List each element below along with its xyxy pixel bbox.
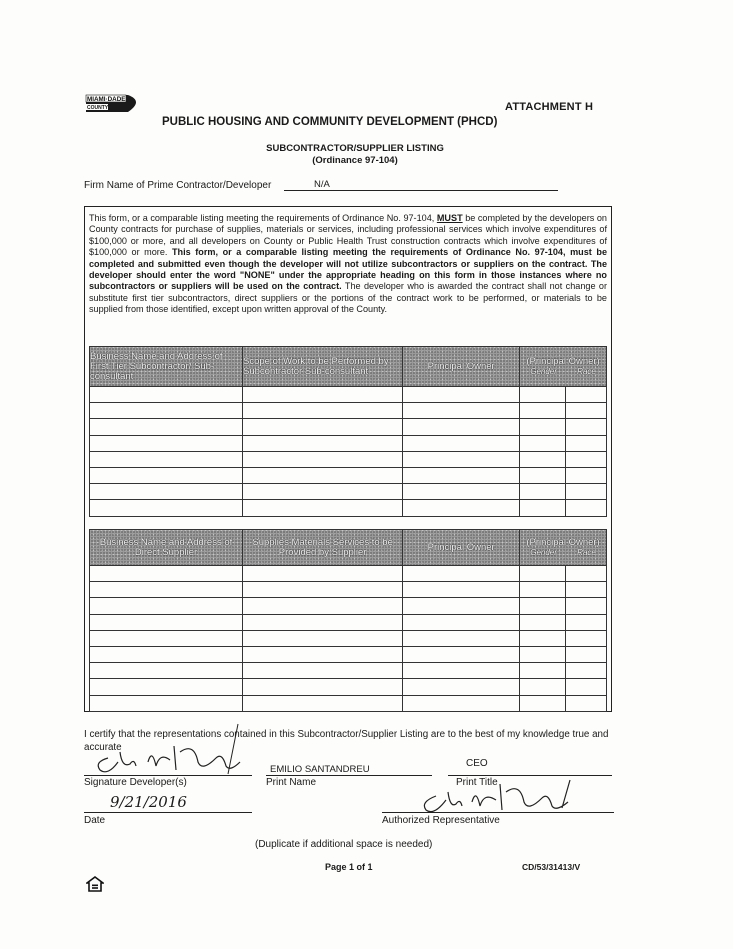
sup-col-gender: Gender [530, 547, 557, 557]
sub-col-principal-owner: Principal Owner [403, 347, 520, 387]
table-row[interactable] [90, 663, 607, 679]
firm-name-field[interactable]: N/A [314, 179, 330, 190]
subcontractor-table [89, 346, 607, 517]
form-code: CD/53/31413/V [522, 862, 581, 872]
print-name-label: Print Name [266, 777, 317, 788]
table-row[interactable] [90, 679, 607, 695]
instructions-part-1: This form, or a comparable listing meeting the requirements of Ordinance No. 97-104, [89, 213, 437, 223]
table-row[interactable] [90, 467, 607, 483]
equal-housing-icon [86, 876, 104, 894]
agency-title: PUBLIC HOUSING AND COMMUNITY DEVELOPMENT (PHCD) [162, 116, 498, 128]
sup-col-race: Race [577, 547, 596, 557]
sub-col-scope: Scope of Work to be Performed by Subcontractor Sub-consultant [243, 347, 403, 387]
sub-col-race: Race [577, 366, 596, 376]
logo-text-top: MIAMI·DADE [87, 96, 126, 103]
print-name-value: EMILIO SANTANDREU [270, 764, 370, 775]
developer-signature [90, 722, 250, 777]
sub-col-owner-demographics [520, 347, 607, 387]
representative-label: Authorized Representative [382, 815, 500, 826]
sup-col-principal-owner: Principal Owner [403, 530, 520, 566]
table-row[interactable] [90, 387, 607, 403]
sup-col-business-name: Business Name and Address of Direct Supplier [90, 530, 243, 566]
date-line [84, 812, 252, 813]
instructions-part-3: The developer who is awarded the contract shall not change or substitute first tier subcontractors, direct suppliers or the portions of the contract work to be performed, or materials to be supplied from those identified, except upon written approval of the County. [89, 281, 608, 315]
date-label: Date [84, 815, 106, 826]
table-row[interactable] [90, 435, 607, 451]
representative-line [382, 812, 614, 813]
print-title-value: CEO [466, 758, 488, 769]
logo-text-bottom: COUNTY [87, 105, 109, 111]
table-row[interactable] [90, 566, 607, 582]
table-row[interactable] [90, 451, 607, 467]
form-title-block [240, 143, 470, 167]
print-title-line [448, 775, 612, 776]
table-row[interactable] [90, 695, 607, 711]
attachment-label: ATTACHMENT H [505, 101, 594, 113]
instructions-bold: This form, or a comparable listing meeting the requirements of Ordinance No. 97-104, must be completed and submitted even though the developer will not utilize subcontractors or suppliers on the contract. The developer should enter the word "NONE" under the appropriate heading on this form in those instances where no subcontractors or suppliers will be used on the contract. [89, 247, 607, 292]
signature-label: Signature Developer(s) [84, 777, 187, 788]
instructions-must: MUST [436, 213, 463, 223]
sup-col-supplies: Supplies Materials Services to be Provided by Supplier [243, 530, 403, 566]
sub-col-business-name: Business Name and Address of First Tier Subcontractor/ Sub-consultant [90, 347, 243, 387]
table-row[interactable] [90, 500, 607, 516]
duplicate-note: (Duplicate if additional space is needed) [255, 839, 433, 850]
representative-signature [418, 778, 588, 820]
table-row[interactable] [90, 630, 607, 646]
table-row[interactable] [90, 598, 607, 614]
firm-name-row [84, 180, 564, 191]
sub-col-gender: Gender [530, 366, 557, 376]
firm-name-line [284, 190, 558, 191]
table-row[interactable] [90, 646, 607, 662]
sup-col-owner-label: (Principal Owner) [526, 536, 600, 548]
form-box [84, 206, 612, 712]
sup-col-owner-demographics [520, 530, 607, 566]
print-title-label: Print Title [456, 777, 498, 788]
table-row[interactable] [90, 582, 607, 598]
firm-name-label: Firm Name of Prime Contractor/Developer [84, 180, 272, 191]
miami-dade-logo [84, 86, 148, 116]
page-number: Page 1 of 1 [325, 862, 373, 872]
ordinance-label: (Ordinance 97-104) [312, 155, 398, 166]
instructions [89, 213, 607, 316]
table-row[interactable] [90, 614, 607, 630]
supplier-table [89, 529, 607, 712]
form-title: SUBCONTRACTOR/SUPPLIER LISTING [266, 143, 444, 154]
table-row[interactable] [90, 484, 607, 500]
table-row[interactable] [90, 419, 607, 435]
instructions-part-2: be completed by the developers on County contracts for purchase of supplies, materials or services, including professional services which involve expenditures of $100,000 or more, and all developers on County or Public Health Trust construction contracts which involve expenditures of $100,000 or more. [89, 213, 607, 258]
certification-text: I certify that the representations contained in this Subcontractor/Supplier Listing are to the best of my knowledge true and accurate [84, 729, 609, 753]
table-row[interactable] [90, 403, 607, 419]
print-name-line [266, 775, 432, 776]
sub-col-owner-label: (Principal Owner) [526, 355, 600, 367]
date-value: 9/21/2016 [110, 793, 187, 811]
